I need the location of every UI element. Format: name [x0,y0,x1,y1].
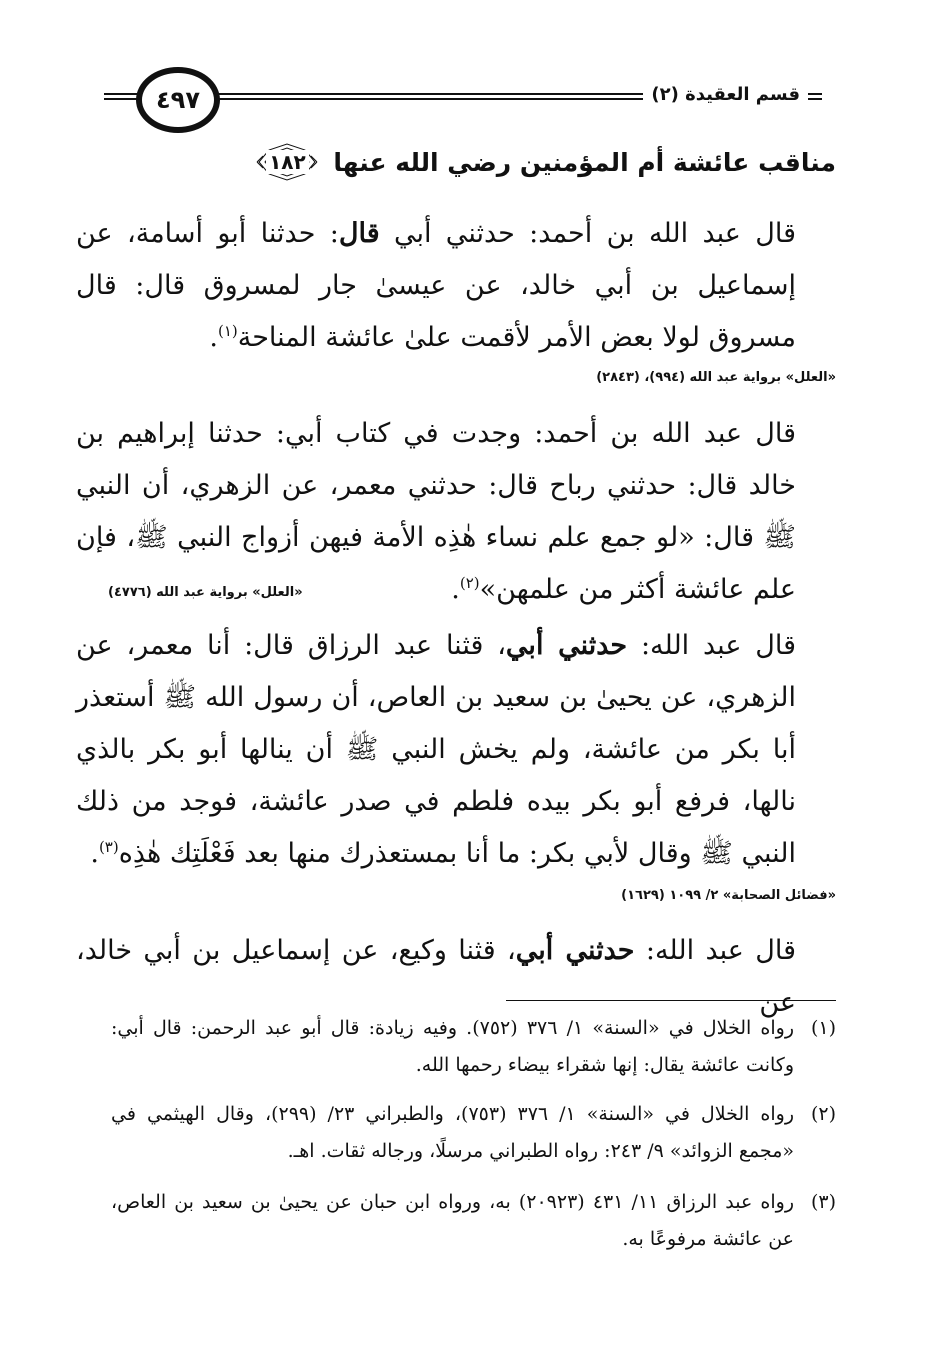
paragraph-1-post: : حدثنا أبو أسامة، عن إسماعيل بن أبي خالد، عن عيسىٰ جار لمسروق قال: قال مسروق لولا بعض الأمر لأقمت علىٰ عائشة المناحة [76,218,796,353]
footnote-ref-1[interactable]: (١) [217,322,238,340]
section-number-badge [255,140,319,184]
paragraph-3-pre: قال عبد الله: [627,630,797,661]
footnote-2-number: (٢) [810,1103,836,1125]
footnote-1 [111,1010,836,1084]
footnote-3-number: (٣) [810,1191,836,1213]
footnote-1-number: (١) [810,1017,836,1039]
paragraph-1 [76,208,836,364]
footnote-ref-2[interactable]: (٢) [459,574,480,592]
paragraph-1-end: . [209,322,218,353]
paragraph-3-bold: حدثني أبي [505,630,628,661]
paragraph-2-text: قال عبد الله بن أحمد: وجدت في كتاب أبي: حدثنا إبراهيم بن خالد قال: حدثني رباح قال: حدثني معمر، عن الزهري، أن النبي ﷺ قال: «لو جمع علم نساء هٰذِه الأمة فيهن أزواج النبي ﷺ، فإن علم عائشة أكثر من علمهن» [76,418,796,605]
source-citation-1: «العلل» برواية عبد الله (٩٩٤)، (٢٨٤٣) [596,370,836,385]
footnote-2 [111,1096,836,1170]
footnote-ref-3[interactable]: (٣) [98,838,119,856]
source-citation-2: «العلل» برواية عبد الله (٤٧٧٦) [108,585,303,600]
page-number [136,67,220,133]
source-citation-3: «فضائل الصحابة» ٢/ ١٠٩٩ (١٦٢٩) [621,888,836,903]
footnote-3 [111,1184,836,1258]
paragraph-1-pre: قال عبد الله بن أحمد: حدثني أبي [379,218,796,249]
page-number-text: ٤٩٧ [156,86,200,114]
section-title: مناقب عائشة أم المؤمنين رضي الله عنها [333,147,836,177]
footnote-3-text: رواه عبد الرزاق ١١/ ٤٣١ (٢٠٩٢٣) به، ورواه ابن حبان عن يحيىٰ بن سعيد بن العاص، عن عائشة مرفوعًا به. [111,1191,794,1250]
paragraph-3-end: . [90,838,99,869]
paragraph-3-post: ، قثنا عبد الرزاق قال: أنا معمر، عن الزهري، عن يحيىٰ بن سعيد بن العاص، أن رسول الله ﷺ أستعذر أبا بكر من عائشة، ولم يخش النبي ﷺ أن ينالها أبو بكر بالذي نالها، فرفع أبو بكر بيده فلطم في صدر عائشة، فوجد من ذلك النبي ﷺ وقال لأبي بكر: ما أنا بمستعذرك منها بعد فَعْلَتِك هٰذِه [76,630,796,869]
running-head: قسم العقيدة (٢) [643,84,808,105]
footnote-separator [506,1000,836,1001]
section-number: ١٨٢ [266,150,309,174]
footnote-2-text: رواه الخلال في «السنة» ١/ ٣٧٦ (٧٥٣)، والطبراني ٢٣/ (٢٩٩)، وقال الهيثمي في «مجمع الزوائد» ٩/ ٢٤٣: رواه الطبراني مرسلًا، ورجاله ثقات. اهـ. [111,1103,795,1162]
paragraph-3 [76,620,836,880]
paragraph-4-post: ، قثنا وكيع، عن إسماعيل بن أبي خالد، عن [76,935,796,1018]
paragraph-2-end: . [451,574,460,605]
paragraph-4-pre: قال عبد الله: [634,935,797,966]
header-rule-left [104,93,138,100]
paragraph-4-bold: حدثني أبي [515,935,635,966]
footnote-1-text: رواه الخلال في «السنة» ١/ ٣٧٦ (٧٥٢). وفيه زيادة: قال أبو عبد الرحمن: قال أبي: وكانت عائشة يقال: إنها شقراء بيضاء رحمها الله. [111,1017,795,1076]
section-heading [255,140,836,184]
paragraph-1-bold: قال [338,218,380,249]
